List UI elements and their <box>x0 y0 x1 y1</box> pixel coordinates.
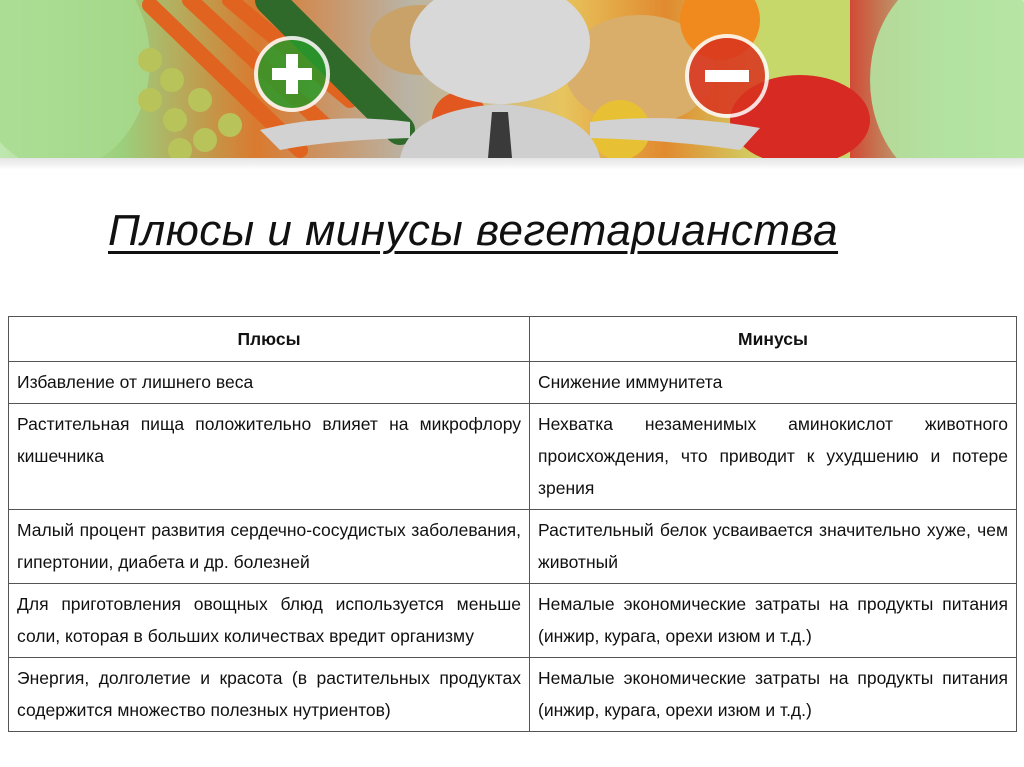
header-pros: Плюсы <box>9 317 530 362</box>
table-row <box>9 658 1017 732</box>
vegetables-illustration <box>0 0 1024 158</box>
table-row <box>9 404 1017 510</box>
con-cell: Немалые экономические затраты на продукты питания (инжир, курага, орехи изюм и т.д.) <box>530 658 1017 732</box>
pro-cell: Растительная пища положительно влияет на микрофлору кишечника <box>9 404 530 510</box>
header-cons: Минусы <box>530 317 1017 362</box>
table-row <box>9 362 1017 404</box>
con-cell: Растительный белок усваивается значительно хуже, чем животный <box>530 510 1017 584</box>
table-header-row <box>9 317 1017 362</box>
pro-cell: Для приготовления овощных блюд используется меньше соли, которая в больших количествах вредит организму <box>9 584 530 658</box>
pros-cons-table <box>8 316 1017 732</box>
header-banner-image <box>0 0 1024 158</box>
table-row <box>9 584 1017 658</box>
slide-title: Плюсы и минусы вегетарианства <box>108 206 839 255</box>
con-cell: Нехватка незаменимых аминокислот животного происхождения, что приводит к ухудшению и потере зрения <box>530 404 1017 510</box>
pro-cell: Энергия, долголетие и красота (в растительных продуктах содержится множество полезных нутриентов) <box>9 658 530 732</box>
pro-cell: Избавление от лишнего веса <box>9 362 530 404</box>
minus-icon <box>687 36 767 116</box>
plus-icon <box>256 38 328 110</box>
table-row <box>9 510 1017 584</box>
con-cell: Немалые экономические затраты на продукты питания (инжир, курага, орехи изюм и т.д.) <box>530 584 1017 658</box>
con-cell: Снижение иммунитета <box>530 362 1017 404</box>
banner-shadow <box>0 158 1024 170</box>
pro-cell: Малый процент развития сердечно-сосудистых заболевания, гипертонии, диабета и др. болезней <box>9 510 530 584</box>
